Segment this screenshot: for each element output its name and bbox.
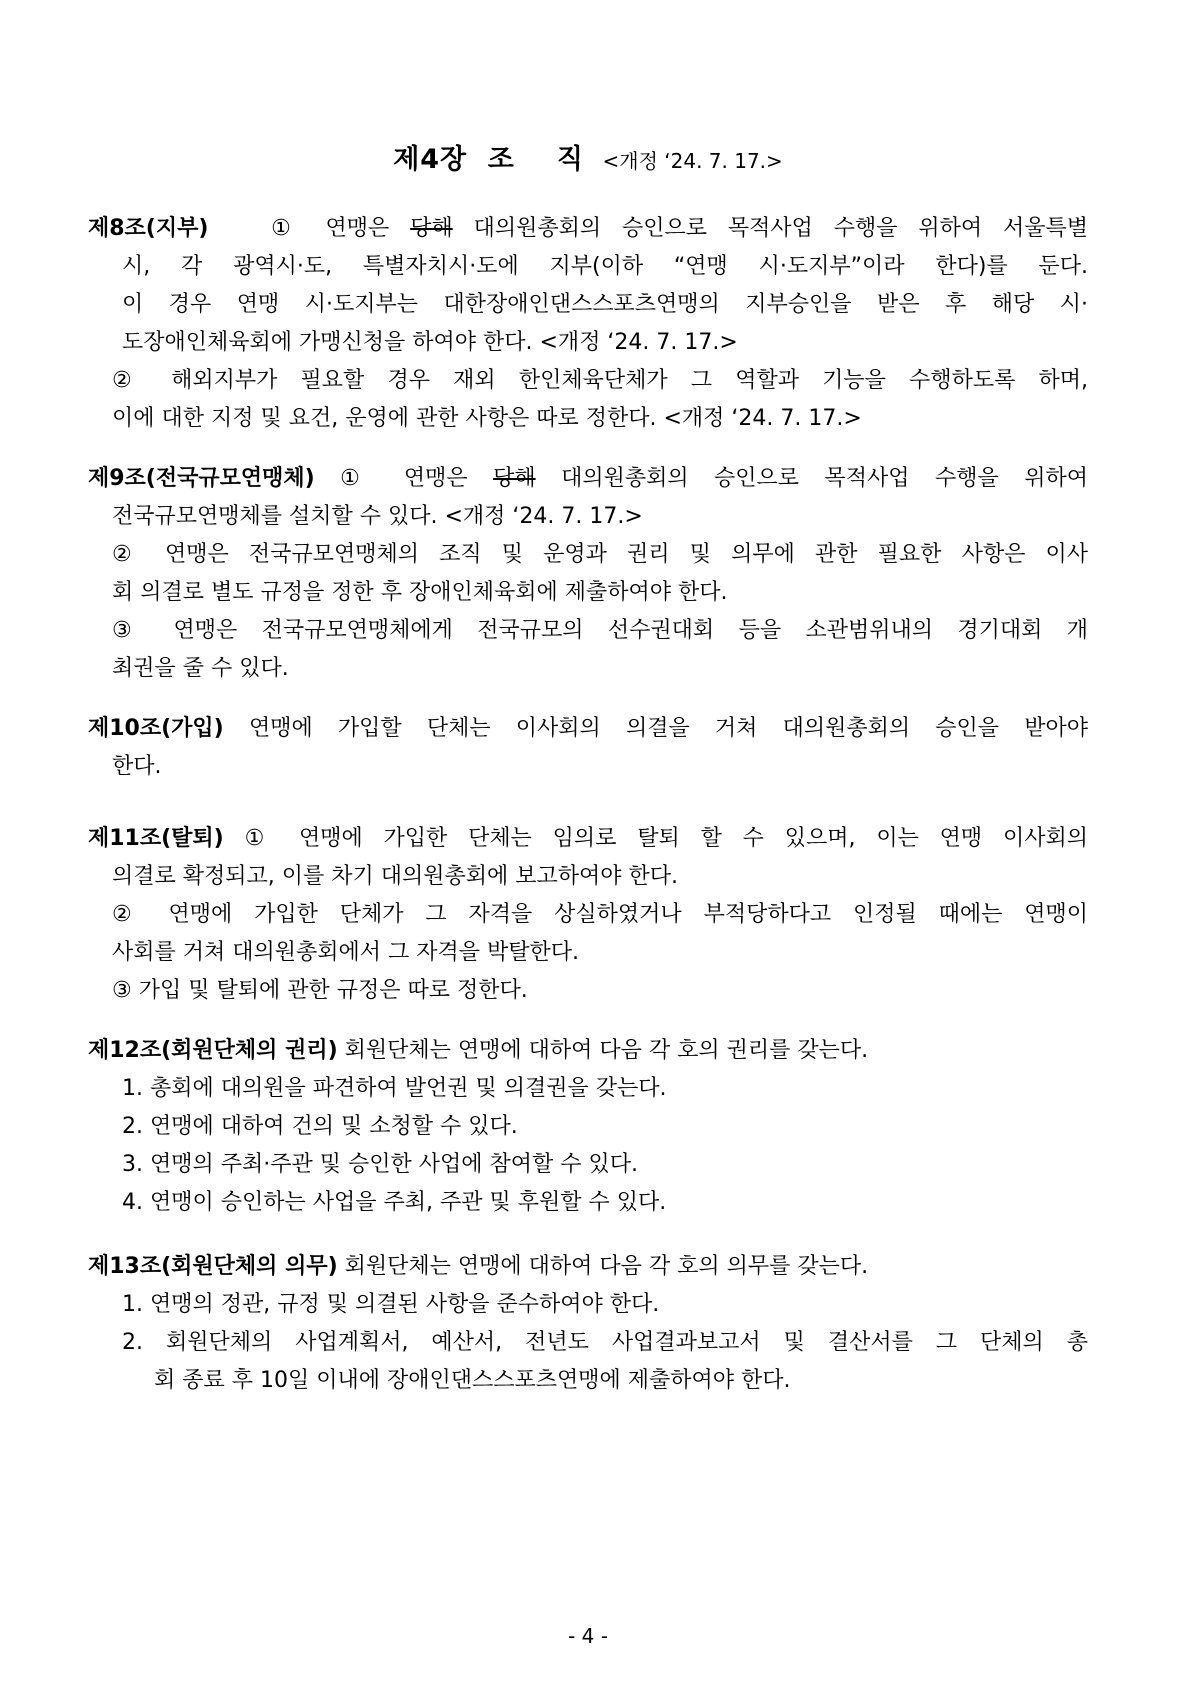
article-13-text: 회원단체는 연맹에 대하여 다음 각 호의 의무를 갖는다. [344,1254,869,1279]
article-9-text: 최권을 줄 수 있다. [112,656,289,681]
article-9 [88,460,1088,688]
article-13-heading: 제13조(회원단체의 의무) [88,1254,338,1279]
page-number: - 4 - [568,1624,608,1648]
article-12-item: 1. 총회에 대의원을 파견하여 발언권 및 의결권을 갖는다. [122,1076,667,1101]
article-9-text: ③ 연맹은 전국규모연맹체에게 전국규모의 선수권대회 등을 소관범위내의 경기대회 개 [112,618,1088,643]
article-11-text: 사회를 거쳐 대의원총회에서 그 자격을 박탈한다. [112,940,580,965]
article-9-struck-text: 당해 [493,466,536,491]
article-12 [88,1032,1088,1222]
article-9-text: 전국규모연맹체를 설치할 수 있다. <개정 ‘24. 7. 17.> [112,504,643,529]
article-12-item: 4. 연맹이 승인하는 사업을 주최, 주관 및 후원할 수 있다. [122,1190,667,1215]
chapter-revision-note: <개정 ‘24. 7. 17.> [602,149,783,173]
article-13-item: 2. 회원단체의 사업계획서, 예산서, 전년도 사업결과보고서 및 결산서를 그 단체의 총 [122,1330,1088,1355]
article-8-struck-text: 당해 [410,216,453,241]
article-11-heading: 제11조(탈퇴) [88,826,224,851]
article-9-heading: 제9조(전국규모연맹체) [88,466,315,491]
article-9-text: ② 연맹은 전국규모연맹체의 조직 및 운영과 권리 및 의무에 관한 필요한 사항은 이사 [112,542,1088,567]
article-13-item: 1. 연맹의 정관, 규정 및 의결된 사항을 준수하여야 한다. [122,1292,660,1317]
article-10-heading: 제10조(가입) [88,716,224,741]
article-12-item: 2. 연맹에 대하여 건의 및 소청할 수 있다. [122,1114,518,1139]
article-12-heading: 제12조(회원단체의 권리) [88,1038,338,1063]
article-8-text: 대의원총회의 승인으로 목적사업 수행을 위하여 서울특별 [452,216,1089,241]
article-8-text: ② 해외지부가 필요할 경우 재외 한인체육단체가 그 역할과 기능을 수행하도록 하며, [112,368,1088,393]
article-8-text: ① 연맹은 [271,216,411,241]
article-11-text: ② 연맹에 가입한 단체가 그 자격을 상실하였거나 부적당하다고 인정될 때에는 연맹이 [112,902,1088,927]
article-10-text: 한다. [112,754,162,779]
article-8-text: 이에 대한 지정 및 요건, 운영에 관한 사항은 따로 정한다. <개정 ‘24. 7. 17.> [112,406,862,431]
article-8-text: 이 경우 연맹 시·도지부는 대한장애인댄스스포츠연맹의 지부승인을 받은 후 해당 시· [122,292,1088,317]
article-13-item-continuation: 회 종료 후 10일 이내에 장애인댄스스포츠연맹에 제출하여야 한다. [154,1368,791,1393]
article-11-text: ① 연맹에 가입한 단체는 임의로 탈퇴 할 수 있으며, 이는 연맹 이사회의 [244,826,1088,851]
chapter-title-a: 조 [487,144,515,175]
article-12-item: 3. 연맹의 주최·주관 및 승인한 사업에 참여할 수 있다. [122,1152,638,1177]
chapter-number: 제4장 [393,144,468,175]
article-8-text: 도장애인체육회에 가맹신청을 하여야 한다. <개정 ‘24. 7. 17.> [122,330,738,355]
article-8-text: 시, 각 광역시·도, 특별자치시·도에 지부(이하 “연맹 시·도지부”이라 한다)를 둔다. [122,254,1088,279]
article-9-text: 회 의결로 별도 규정을 정한 후 장애인체육회에 제출하여야 한다. [112,580,728,605]
chapter-title-b: 직 [556,144,584,175]
article-9-text: ① 연맹은 [340,466,494,491]
chapter-heading [88,140,1088,181]
article-11 [88,820,1088,1010]
article-10-text: 연맹에 가입할 단체는 이사회의 의결을 거쳐 대의원총회의 승인을 받아야 [248,716,1089,741]
article-11-text: 의결로 확정되고, 이를 차기 대의원총회에 보고하여야 한다. [112,864,678,889]
article-12-text: 회원단체는 연맹에 대하여 다음 각 호의 권리를 갖는다. [344,1038,869,1063]
article-8-heading: 제8조(지부) [88,216,209,241]
article-9-text: 대의원총회의 승인으로 목적사업 수행을 위하여 [535,466,1088,491]
article-11-text: ③ 가입 및 탈퇴에 관한 규정은 따로 정한다. [112,978,528,1003]
document-page [88,0,1088,1682]
article-13 [88,1248,1088,1400]
article-10 [88,710,1088,786]
article-8 [88,210,1088,438]
